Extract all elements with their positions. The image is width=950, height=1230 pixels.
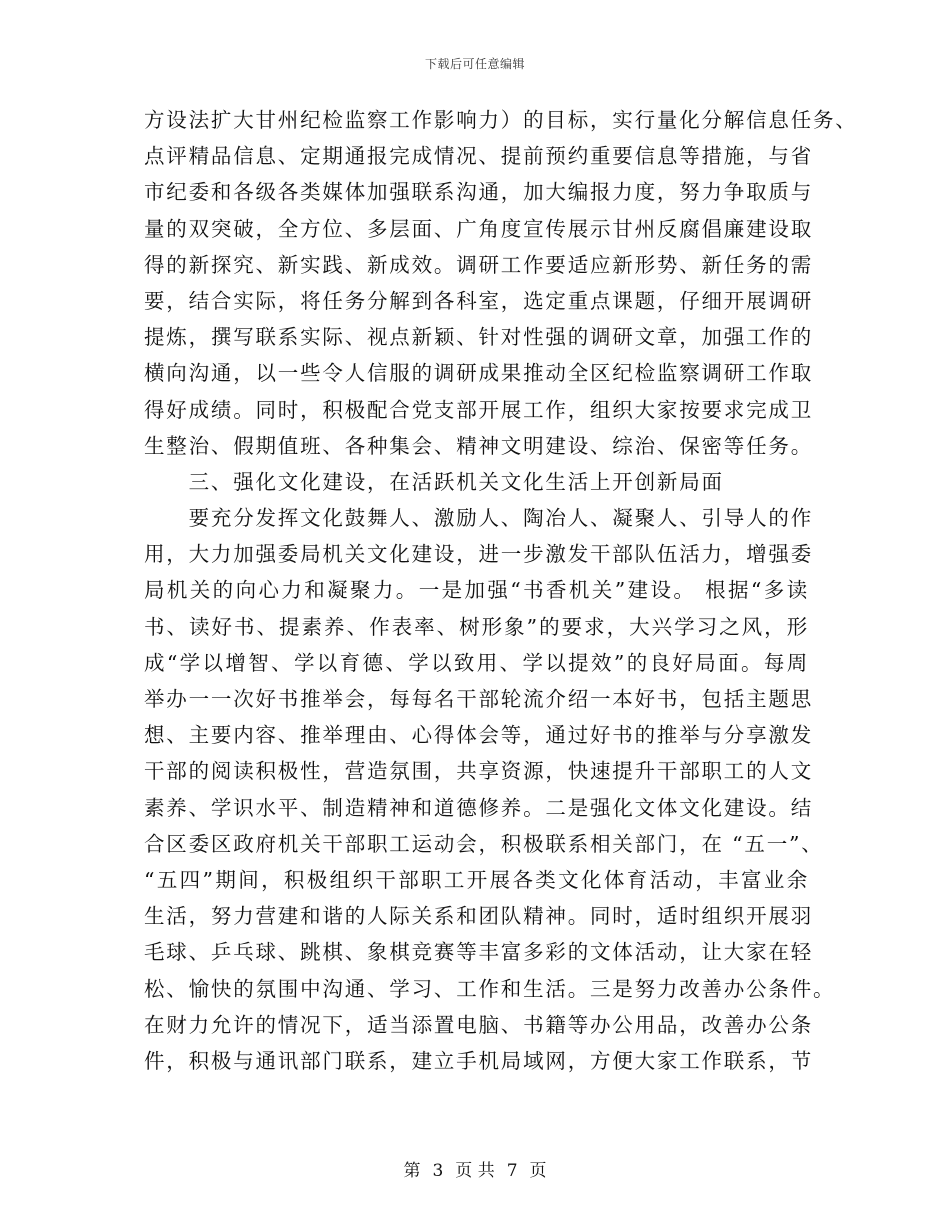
page-current-number: 3: [432, 1161, 444, 1181]
page-prefix: 第: [403, 1161, 421, 1181]
body-text-line: 三、强化文化建设，在活跃机关文化生活上开创新局面: [144, 469, 724, 494]
body-text-line: 在财力允许的情况下，适当添置电脑、书籍等办公用品，改善办公条: [144, 1012, 813, 1037]
body-text-line: 市纪委和各级各类媒体加强联系沟通，加大编报力度，努力争取质与: [144, 180, 813, 205]
body-text-line: 件，积极与通讯部门联系，建立手机局域网，方便大家工作联系，节: [144, 1048, 813, 1073]
page-middle-text: 页 共: [455, 1161, 495, 1181]
page-suffix: 页: [529, 1161, 547, 1181]
page-header-note: 下载后可任意编辑: [424, 57, 525, 71]
body-text-line: 得的新探究、新实践、新成效。调研工作要适应新形势、新任务的需: [144, 252, 813, 277]
body-text-line: 举办一一次好书推举会，每每名干部轮流介绍一本好书，包括主题思: [144, 687, 813, 711]
body-text-line: 毛球、乒乓球、跳棋、象棋竞赛等丰富多彩的文体活动，让大家在轻: [144, 940, 813, 965]
document-body: [144, 102, 858, 1079]
body-text-line: 量的双突破，全方位、多层面、广角度宣传展示甘州反腐倡廉建设取: [144, 216, 813, 241]
body-text-line: 生活，努力营建和谐的人际关系和团队精神。同时，适时组织开展羽: [144, 904, 813, 929]
body-text-line: 要充分发挥文化鼓舞人、激励人、陶冶人、凝聚人、引导人的作: [144, 506, 813, 531]
body-text-line: 松、愉快的氛围中沟通、学习、工作和生活。三是努力改善办公条件。: [144, 976, 836, 1001]
body-text-line: 想、主要内容、推举理由、心得体会等，通过好书的推举与分享激发: [144, 723, 813, 748]
body-text-line: 用，大力加强委局机关文化建设，进一步激发干部队伍活力，增强委: [144, 542, 813, 567]
body-text-line: “五四”期间，积极组织干部职工开展各类文化体育活动，丰富业余: [144, 867, 809, 892]
page-footer: [0, 1156, 950, 1181]
body-text-line: 素养、学识水平、制造精神和道德修养。二是强化文体文化建设。结: [144, 795, 813, 820]
body-text-line: 干部的阅读积极性，营造氛围，共享资源，快速提升干部职工的人文: [144, 759, 813, 784]
body-text-line: 横向沟通，以一些令人信服的调研成果推动全区纪检监察调研工作取: [144, 361, 813, 386]
body-text-line: 合区委区政府机关干部职工运动会，积极联系相关部门，在 “五一”、: [144, 831, 824, 856]
body-text-line: 提炼，撰写联系实际、视点新颖、针对性强的调研文章，加强工作的: [144, 325, 813, 350]
body-text-line: 点评精品信息、定期通报完成情况、提前预约重要信息等措施，与省: [144, 144, 813, 169]
page-total-number: 7: [506, 1161, 518, 1181]
body-text-line: 要，结合实际，将任务分解到各科室，选定重点课题，仔细开展调研: [144, 288, 813, 313]
body-text-line: 生整治、假期值班、各种集会、精神文明建设、综治、保密等任务。: [144, 433, 813, 458]
body-text-line: 得好成绩。同时，积极配合党支部开展工作，组织大家按要求完成卫: [144, 397, 813, 422]
body-text-line: 成“学以增智、学以育德、学以致用、学以提效”的良好局面。每周: [144, 650, 809, 675]
body-text-line: 方设法扩大甘州纪检监察工作影响力）的目标，实行量化分解信息任务、: [144, 108, 858, 132]
body-text-line: 局机关的向心力和凝聚力。一是加强“书香机关”建设。 根据“多读: [144, 578, 809, 603]
body-text-line: 书、读好书、提素养、作表率、树形象”的要求，大兴学习之风，形: [144, 614, 809, 639]
